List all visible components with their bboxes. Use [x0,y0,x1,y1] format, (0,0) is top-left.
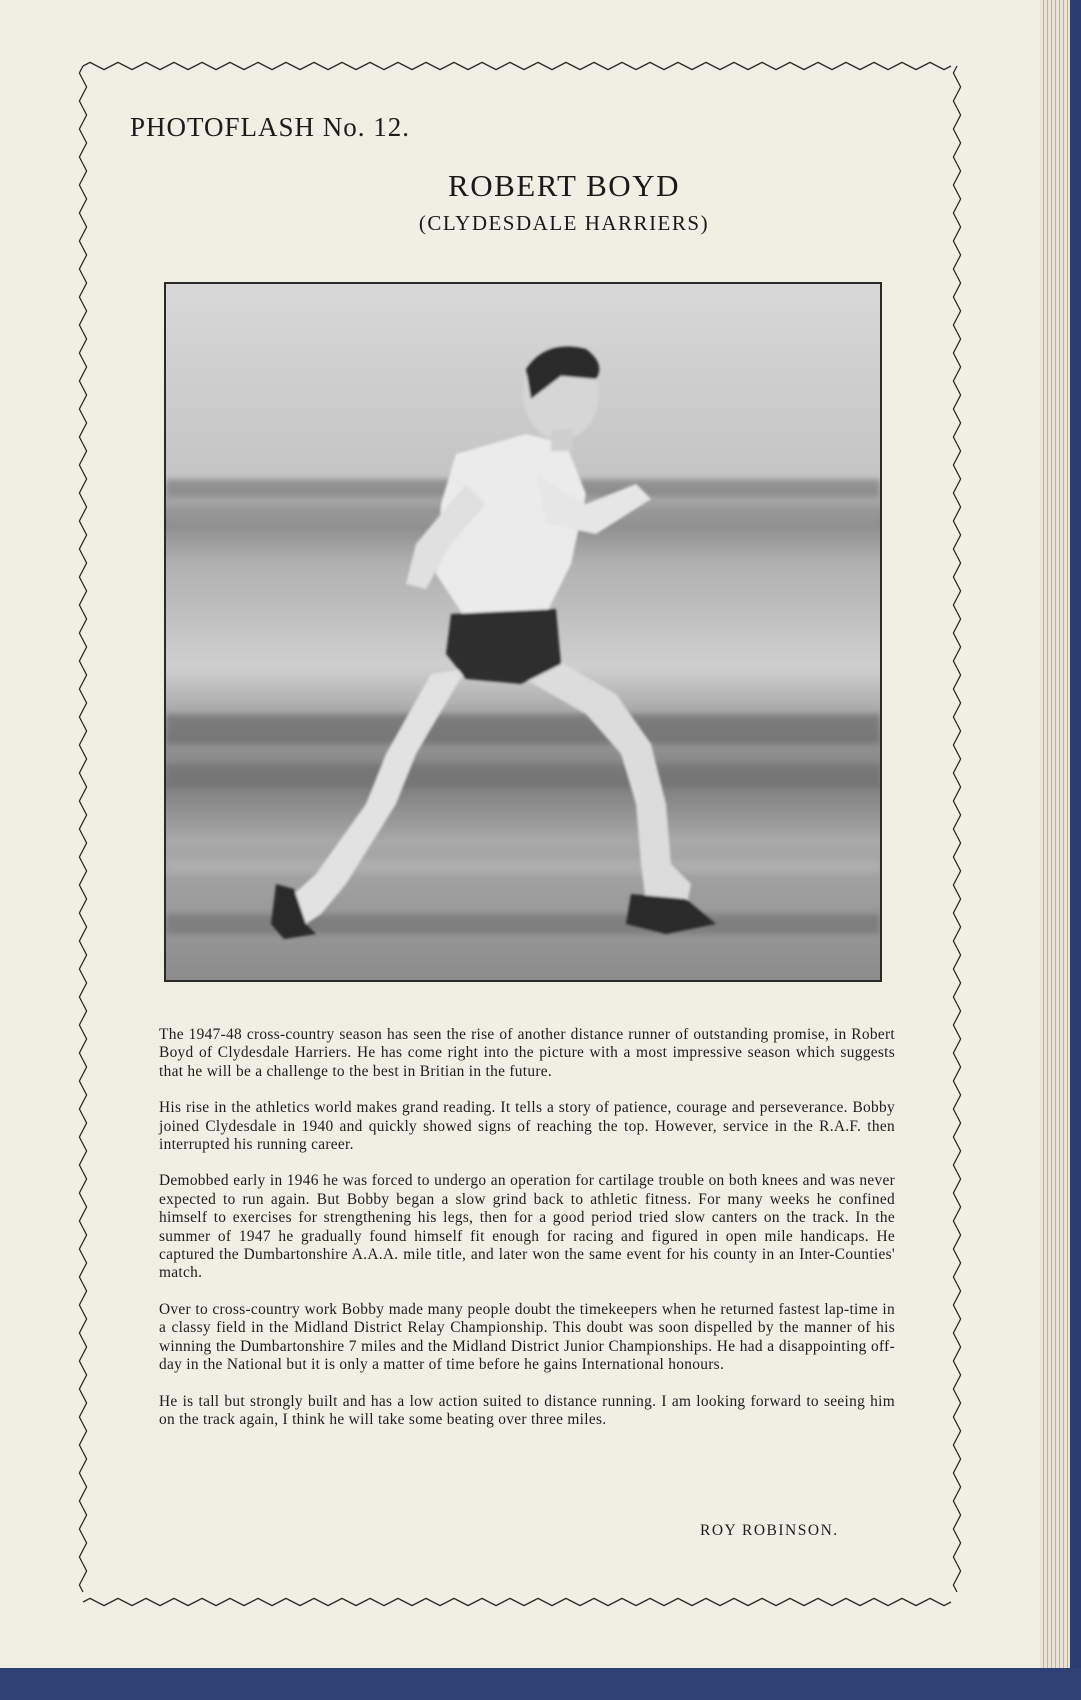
article-paragraph-4: Over to cross-country work Bobby made many people doubt the timekeepers when he returned fastest lap-time in a classy field in the Midland District Relay Championship. This doubt was soon dispelled by the manner of his winning the Dumbartonshire 7 miles and the Midland District Junior Championships. He had a disappointing off-day in the National but it is only a matter of time before he gains International honours. [159,1300,895,1374]
article-body [159,1026,895,1447]
book-cover-edge [1070,0,1081,1700]
photoflash-number: PHOTOFLASH No. 12. [130,112,411,142]
author-signature: ROY ROBINSON. [700,1522,839,1539]
page-stack-edges [1040,0,1070,1668]
athlete-club: (CLYDESDALE HARRIERS) [418,211,710,235]
runner-photo-image [166,284,880,980]
article-paragraph-5: He is tall but strongly built and has a low action suited to distance running. I am looking forward to seeing him on the track again, I think he will take some beating over three miles. [159,1392,895,1428]
book-cover-bottom [0,1668,1081,1700]
athlete-name: ROBERT BOYD [448,168,680,203]
article-paragraph-1: The 1947-48 cross-country season has seen the rise of another distance runner of outstanding promise, in Robert Boyd of Clydesdale Harriers. He has come right into the picture with a most impressive season which suggests that he will be a challenge to the best in Britian in the future. [159,1026,895,1080]
article-paragraph-2: His rise in the athletics world makes grand reading. It tells a story of patience, courage and perseverance. Bobby joined Clydesdale in 1940 and quickly showed signs of reaching the top. However, service in the R.A.F. then interrupted his running career. [159,1099,895,1154]
border-zigzag [953,66,960,1592]
runner-photo [164,282,882,982]
border-zigzag [83,1598,951,1605]
border-zigzag [79,66,86,1592]
article-paragraph-3: Demobbed early in 1946 he was forced to undergo an operation for cartilage trouble on both knees and was never expected to run again. But Bobby began a slow grind back to athletic fitness. For many weeks he confined himself to exercises for strengthening his legs, then for a good period tried slow canters on the track. In the summer of 1947 he gradually found himself fit enough for racing and figured in open mile handicaps. He captured the Dumbartonshire A.A.A. mile title, and later won the same event for his county in an Inter-Counties' match. [159,1172,895,1282]
border-zigzag [83,62,951,69]
